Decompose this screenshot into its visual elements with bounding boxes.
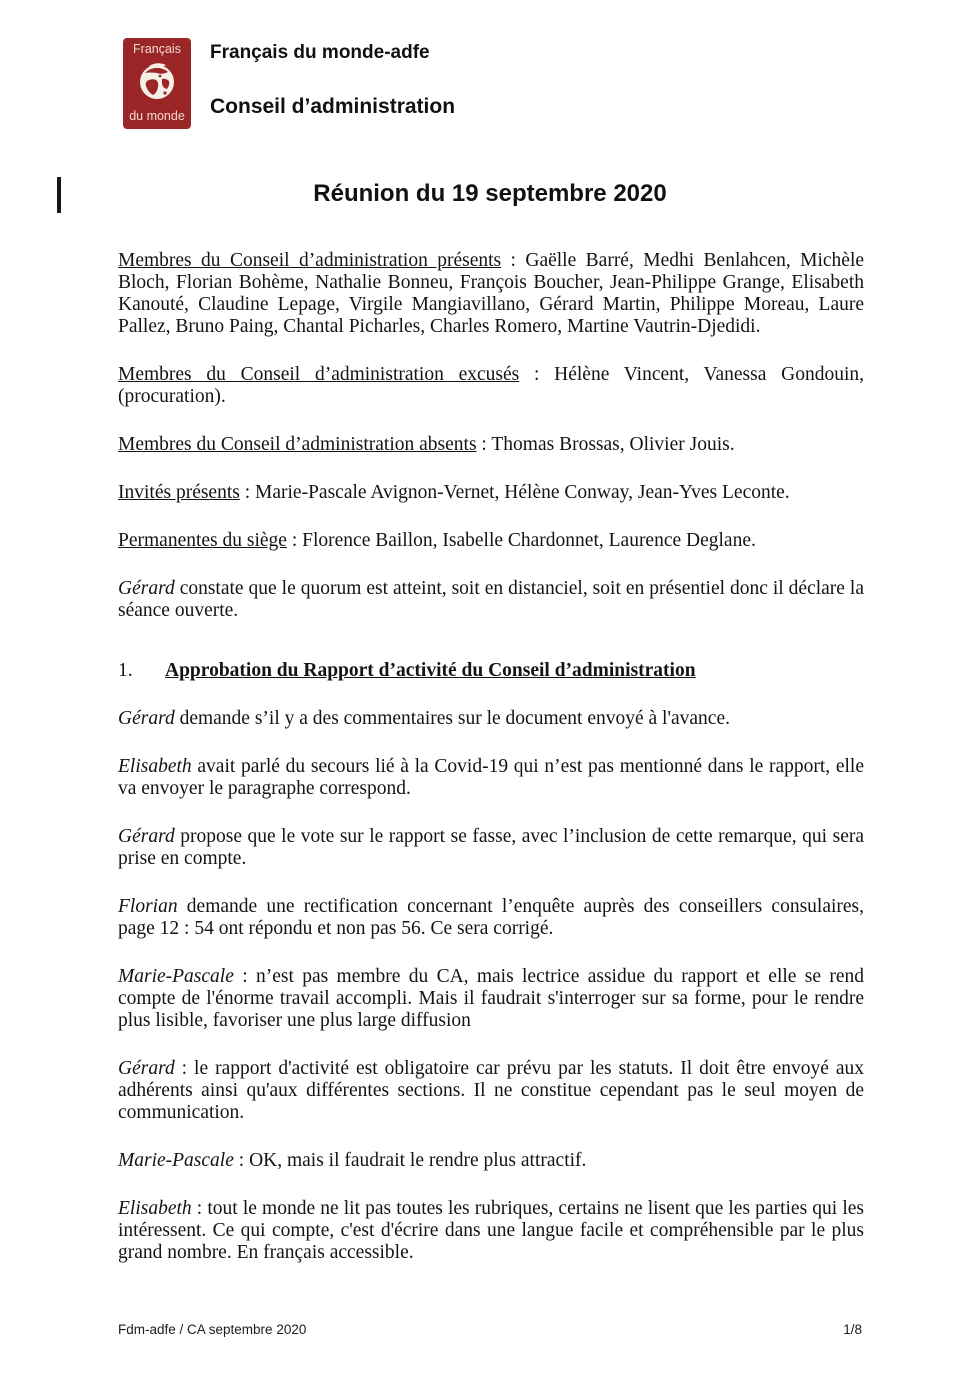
separator: : xyxy=(239,482,256,503)
discussion-text: le rapport d'activité est obligatoire car prévu par les statuts. Il doit être envoyé aux adhérents ainsi qu'aux différentes sections. Il ne constitue cependant pas le seul moyen de communication. xyxy=(118,1058,865,1123)
discussion-text: demande s’il y a des commentaires sur le document envoyé à l'avance. xyxy=(179,708,730,729)
section-number: 1. xyxy=(118,660,133,681)
section-1-heading xyxy=(118,660,864,682)
attendees-present-paragraph xyxy=(118,250,864,338)
speaker-name: Gérard xyxy=(118,578,175,599)
quorum-text: constate que le quorum est atteint, soit en distanciel, soit en présentiel donc il déclare la séance ouverte. xyxy=(118,578,865,621)
discussion-text: OK, mais il faudrait le rendre plus attractif. xyxy=(249,1150,587,1171)
speaker-name: Florian xyxy=(118,896,178,917)
discussion-paragraph xyxy=(118,708,864,730)
logo-bottom-label: du monde xyxy=(129,109,185,123)
speaker-name: Gérard xyxy=(118,708,175,729)
discussion-text: tout le monde ne lit pas toutes les rubriques, certains ne lisent que les parties qui les intéressent. Ce qui compte, c'est d'écrire dans une langue facile et compréhensible par le plus grand nombre. En français accessible. xyxy=(118,1198,864,1263)
guests-label: Invités présents xyxy=(118,482,240,503)
discussion-paragraph xyxy=(118,966,864,1032)
separator: : xyxy=(286,530,303,551)
discussion-text: propose que le vote sur le rapport se fasse, avec l’inclusion de cette remarque, qui sera prise en compte. xyxy=(118,826,864,869)
separator: : xyxy=(476,434,492,455)
separator: : xyxy=(233,1150,250,1171)
discussion-paragraph xyxy=(118,756,864,800)
footer-page-number: 1/8 xyxy=(843,1322,862,1337)
quorum-paragraph xyxy=(118,578,864,622)
attendees-excused-names: Hélène Vincent, Vanessa Gondouin, (procuration). xyxy=(118,364,864,407)
speaker-name: Marie-Pascale xyxy=(118,1150,234,1171)
fdm-logo xyxy=(123,38,191,129)
guests-paragraph xyxy=(118,482,864,504)
attendees-absent-paragraph xyxy=(118,434,864,456)
separator: : xyxy=(519,364,555,385)
guests-names: Marie-Pascale Avignon-Vernet, Hélène Conway, Jean-Yves Leconte. xyxy=(255,482,790,503)
discussion-paragraph xyxy=(118,1058,864,1124)
attendees-excused-label: Membres du Conseil d’administration excusés xyxy=(118,364,520,385)
discussion-text: n’est pas membre du CA, mais lectrice assidue du rapport et elle se rend compte de l'énorme travail accompli. Mais il faudrait s'interroger sur sa forme, pour le rendre plus lisible, favoriser une plus large diffusion xyxy=(118,966,864,1031)
separator: : xyxy=(191,1198,208,1219)
separator: : xyxy=(501,250,526,271)
staff-label: Permanentes du siège xyxy=(118,530,287,551)
document-title: Réunion du 19 septembre 2020 xyxy=(313,180,667,207)
discussion-paragraph xyxy=(118,896,864,940)
attendees-excused-paragraph xyxy=(118,364,864,408)
page-footer xyxy=(118,1322,862,1337)
discussion-text: avait parlé du secours lié à la Covid-19 qui n’est pas mentionné dans le rapport, elle va envoyer le paragraphe correspond. xyxy=(118,756,865,799)
document-body xyxy=(118,250,864,1290)
separator: : xyxy=(233,966,256,987)
separator xyxy=(178,896,187,917)
discussion-text: demande une rectification concernant l’enquête auprès des conseillers consulaires, page 12 : 54 ont répondu et non pas 56. Ce sera corrigé. xyxy=(118,896,865,939)
speaker-name: Marie-Pascale xyxy=(118,966,234,987)
logo-top-label: Français xyxy=(133,42,181,56)
attendees-absent-label: Membres du Conseil d’administration absents xyxy=(118,434,477,455)
discussion-paragraph xyxy=(118,826,864,870)
discussion-paragraph xyxy=(118,1150,864,1172)
org-name: Français du monde-adfe xyxy=(210,42,430,63)
org-division: Conseil d’administration xyxy=(210,95,456,118)
footer-document-ref: Fdm-adfe / CA septembre 2020 xyxy=(118,1322,307,1337)
speaker-name: Gérard xyxy=(118,826,175,847)
section-title: Approbation du Rapport d’activité du Conseil d’administration xyxy=(165,660,696,681)
speaker-name: Elisabeth xyxy=(118,756,192,777)
globe-icon xyxy=(135,59,179,108)
attendees-present-names: Gaëlle Barré, Medhi Benlahcen, Michèle Bloch, Florian Bohème, Nathalie Bonneu, François Boucher, Jean-Philippe Grange, Elisabeth Kanouté, Claudine Lepage, Virgile Mangiavillano, Gérard Martin, Philippe Moreau, Laure Pallez, Bruno Paing, Chantal Picharles, Charles Romero, Martine Vautrin-Djedidi. xyxy=(118,250,865,337)
attendees-absent-names: Thomas Brossas, Olivier Jouis. xyxy=(491,434,735,455)
attendees-present-label: Membres du Conseil d’administration présents xyxy=(118,250,502,271)
speaker-name: Elisabeth xyxy=(118,1198,192,1219)
staff-paragraph xyxy=(118,530,864,552)
discussion-paragraph xyxy=(118,1198,864,1264)
separator: : xyxy=(174,1058,195,1079)
staff-names: Florence Baillon, Isabelle Chardonnet, Laurence Deglane. xyxy=(302,530,756,551)
speaker-name: Gérard xyxy=(118,1058,175,1079)
